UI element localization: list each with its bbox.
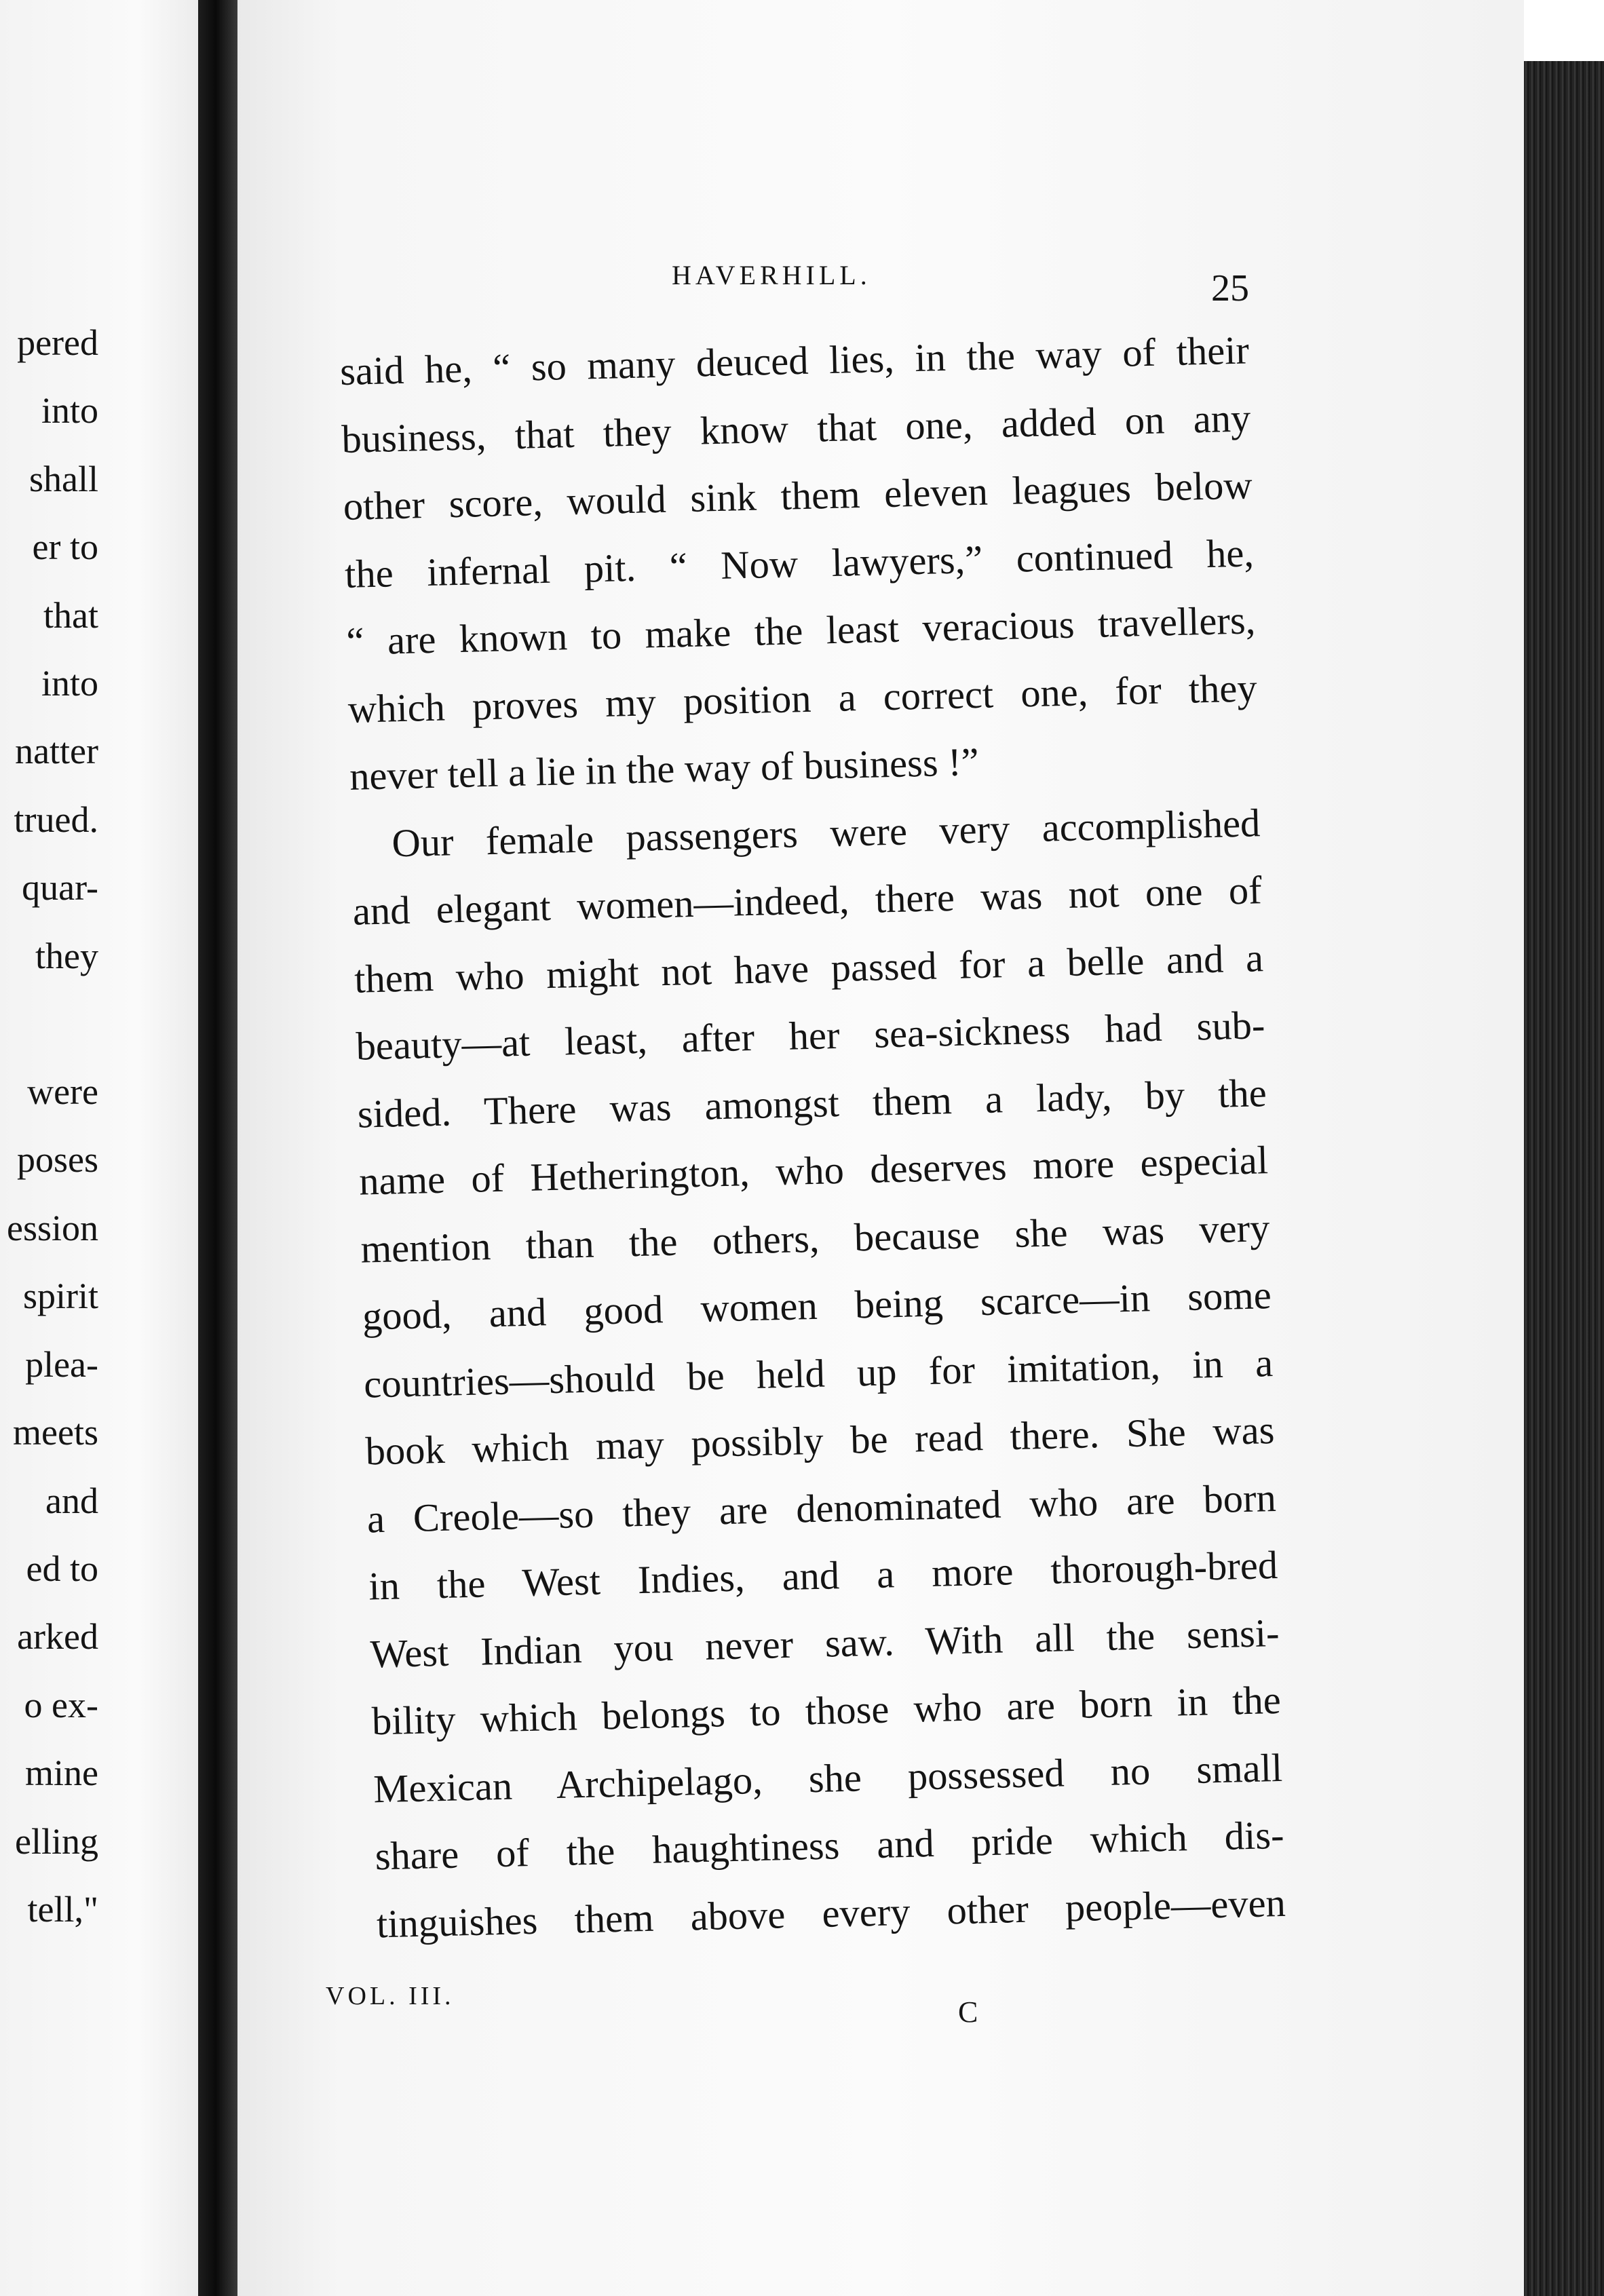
text-line: tinguishes them above every other people—even (376, 1880, 1286, 1946)
left-line: were (27, 1071, 98, 1113)
text-line: the infernal pit. “ Now lawyers,” continued he, (344, 530, 1255, 596)
left-line: tell," (27, 1888, 98, 1930)
text-line: other score, would sink them eleven leagues below (343, 463, 1253, 529)
text-line: book which may possibly be read there. She was (364, 1407, 1276, 1474)
left-line: into (41, 663, 98, 704)
body-text (339, 316, 1286, 1957)
text-line: countries—should be held up for imitation, in a (363, 1340, 1274, 1407)
text-line: and elegant women—indeed, there was not one of (352, 868, 1263, 934)
left-page-text (0, 309, 98, 1943)
text-line: Our female passengers were very accomplished (391, 800, 1261, 865)
left-line: trued. (14, 799, 98, 840)
volume-signature: VOL. III. (326, 1982, 455, 2010)
page-block-edge (1524, 0, 1604, 2296)
text-line: said he, “ so many deuced lies, in the way of their (339, 328, 1250, 394)
left-line: quar- (22, 867, 98, 908)
left-line: ession (7, 1207, 98, 1248)
left-line: that (43, 594, 98, 636)
left-line: and (45, 1480, 98, 1521)
left-line: meets (13, 1412, 98, 1453)
left-line: pered (17, 322, 98, 363)
page-number: 25 (1211, 267, 1249, 309)
text-line: West Indian you never saw. With all the sensi- (369, 1610, 1280, 1676)
signature-mark: C (958, 1995, 978, 2029)
left-line: spirit (22, 1276, 98, 1317)
book-gutter (198, 0, 237, 2296)
running-head: HAVERHILL. (672, 260, 871, 290)
text-line: share of the haughtiness and pride which dis- (374, 1812, 1285, 1879)
left-line: arked (17, 1616, 98, 1658)
left-line: o ex- (24, 1684, 98, 1725)
text-line: beauty—at least, after her sea-sickness had sub- (355, 1003, 1266, 1069)
text-line: name of Hetherington, who deserves more especial (358, 1138, 1269, 1204)
page-block-edge-top (1524, 0, 1604, 61)
text-line: good, and good women being scarce—in some (362, 1273, 1272, 1339)
text-line: mention than the others, because she was very (360, 1205, 1271, 1271)
text-line: bility which belongs to those who are born in the (371, 1677, 1282, 1744)
text-line: which proves my position a correct one, for they (347, 665, 1258, 731)
text-line: “ are known to make the least veracious travellers, (345, 598, 1256, 664)
left-line: ed to (26, 1548, 98, 1589)
left-line: shall (29, 458, 98, 499)
text-line: Mexican Archipelago, she possessed no small (373, 1745, 1283, 1811)
text-line: never tell a lie in the way of business !” (349, 739, 980, 799)
left-line: er to (32, 527, 98, 568)
text-line: a Creole—so they are denominated who are born (366, 1475, 1277, 1542)
text-line: them who might not have passed for a belle and a (354, 935, 1264, 1001)
text-line: sided. There was amongst them a lady, by the (357, 1070, 1267, 1136)
left-paragraph-gap (0, 990, 98, 1058)
left-line: they (35, 935, 98, 976)
text-line: in the West Indies, and a more thorough-bred (368, 1542, 1278, 1609)
left-line: poses (17, 1139, 98, 1181)
left-line: natter (15, 731, 98, 772)
left-line: mine (25, 1753, 98, 1794)
left-facing-page (0, 0, 198, 2296)
left-line: into (41, 390, 98, 432)
left-line: plea- (25, 1343, 98, 1385)
left-line: elling (15, 1820, 98, 1862)
text-line: business, that they know that one, added on any (341, 395, 1251, 461)
